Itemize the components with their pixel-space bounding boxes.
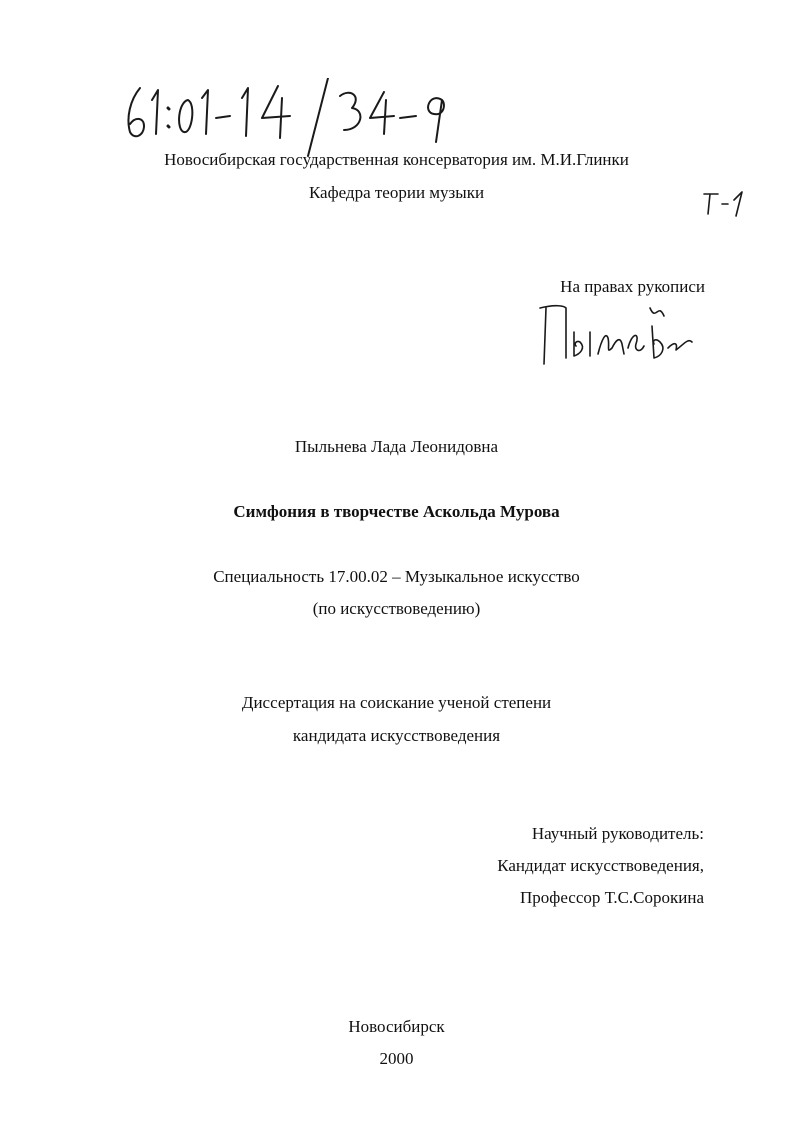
author-name: Пыльнева Лада Леонидовна: [294, 437, 499, 456]
institution-name: Новосибирская государственная консерватория им. М.И.Глинки: [164, 150, 629, 169]
archive-code-handwriting: [118, 78, 458, 158]
author-signature: [536, 298, 696, 372]
supervisor-name: Профессор Т.С.Сорокина: [520, 888, 704, 907]
dissertation-title: Симфония в творчестве Аскольда Мурова: [233, 502, 560, 521]
year: 2000: [379, 1049, 414, 1068]
rights-note: На правах рукописи: [560, 277, 705, 296]
specialty-line-2: (по искусствоведению): [312, 599, 481, 618]
supervisor-label: Научный руководитель:: [531, 824, 704, 843]
department-name: Кафедра теории музыки: [308, 183, 485, 202]
supervisor-degree: Кандидат искусствоведения,: [497, 856, 704, 875]
city: Новосибирск: [348, 1017, 445, 1036]
degree-line-2: кандидата искусствоведения: [292, 726, 501, 745]
degree-line-1: Диссертация на соискание ученой степени: [241, 693, 552, 712]
specialty-line-1: Специальность 17.00.02 – Музыкальное искусство: [213, 567, 580, 586]
